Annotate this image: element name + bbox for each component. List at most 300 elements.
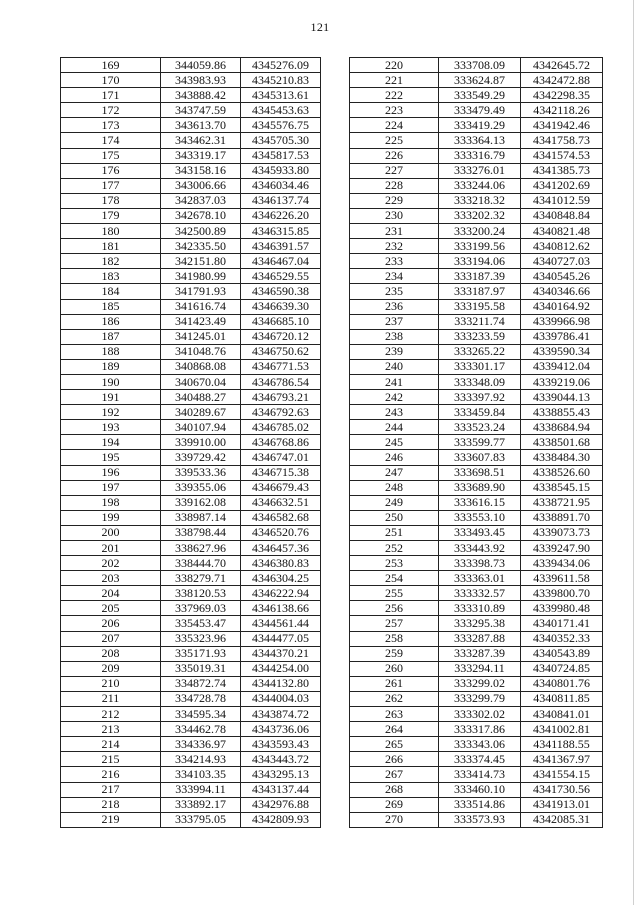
y-coordinate-cell: 4346715.38 bbox=[241, 465, 321, 480]
y-coordinate-cell: 4345817.53 bbox=[241, 148, 321, 163]
point-number-cell: 171 bbox=[61, 88, 161, 103]
point-number-cell: 177 bbox=[61, 178, 161, 193]
y-coordinate-cell: 4341385.73 bbox=[521, 163, 603, 178]
table-row bbox=[350, 767, 603, 782]
table-row bbox=[350, 722, 603, 737]
point-number-cell: 209 bbox=[61, 661, 161, 676]
y-coordinate-cell: 4341202.69 bbox=[521, 178, 603, 193]
y-coordinate-cell: 4346720.12 bbox=[241, 329, 321, 344]
point-number-cell: 183 bbox=[61, 269, 161, 284]
point-number-cell: 206 bbox=[61, 616, 161, 631]
y-coordinate-cell: 4343295.13 bbox=[241, 767, 321, 782]
table-row bbox=[61, 193, 321, 208]
x-coordinate-cell: 342151.80 bbox=[161, 254, 241, 269]
point-number-cell: 178 bbox=[61, 193, 161, 208]
point-number-cell: 213 bbox=[61, 722, 161, 737]
y-coordinate-cell: 4340724.85 bbox=[521, 661, 603, 676]
table-row bbox=[61, 73, 321, 88]
x-coordinate-cell: 333211.74 bbox=[439, 314, 521, 329]
x-coordinate-cell: 340289.67 bbox=[161, 405, 241, 420]
y-coordinate-cell: 4345453.63 bbox=[241, 103, 321, 118]
point-number-cell: 266 bbox=[350, 752, 439, 767]
point-number-cell: 252 bbox=[350, 541, 439, 556]
x-coordinate-cell: 333460.10 bbox=[439, 782, 521, 797]
y-coordinate-cell: 4346747.01 bbox=[241, 450, 321, 465]
y-coordinate-cell: 4341012.59 bbox=[521, 193, 603, 208]
point-number-cell: 215 bbox=[61, 752, 161, 767]
table-row bbox=[61, 691, 321, 706]
y-coordinate-cell: 4346750.62 bbox=[241, 344, 321, 359]
table-row bbox=[61, 299, 321, 314]
table-row bbox=[61, 239, 321, 254]
point-number-cell: 253 bbox=[350, 556, 439, 571]
x-coordinate-cell: 334103.35 bbox=[161, 767, 241, 782]
point-number-cell: 234 bbox=[350, 269, 439, 284]
table-row bbox=[61, 495, 321, 510]
x-coordinate-cell: 333616.15 bbox=[439, 495, 521, 510]
point-number-cell: 259 bbox=[350, 646, 439, 661]
point-number-cell: 227 bbox=[350, 163, 439, 178]
y-coordinate-cell: 4338484.30 bbox=[521, 450, 603, 465]
y-coordinate-cell: 4341942.46 bbox=[521, 118, 603, 133]
point-number-cell: 240 bbox=[350, 359, 439, 374]
x-coordinate-cell: 333194.06 bbox=[439, 254, 521, 269]
x-coordinate-cell: 339533.36 bbox=[161, 465, 241, 480]
x-coordinate-cell: 333364.13 bbox=[439, 133, 521, 148]
x-coordinate-cell: 339162.08 bbox=[161, 495, 241, 510]
x-coordinate-cell: 333244.06 bbox=[439, 178, 521, 193]
y-coordinate-cell: 4346632.51 bbox=[241, 495, 321, 510]
table-row bbox=[350, 118, 603, 133]
table-row bbox=[350, 208, 603, 223]
y-coordinate-cell: 4341188.55 bbox=[521, 737, 603, 752]
point-number-cell: 212 bbox=[61, 707, 161, 722]
table-row bbox=[350, 359, 603, 374]
point-number-cell: 216 bbox=[61, 767, 161, 782]
x-coordinate-cell: 333187.39 bbox=[439, 269, 521, 284]
table-row bbox=[61, 752, 321, 767]
point-number-cell: 250 bbox=[350, 510, 439, 525]
point-number-cell: 180 bbox=[61, 224, 161, 239]
point-number-cell: 197 bbox=[61, 480, 161, 495]
table-row bbox=[350, 510, 603, 525]
point-number-cell: 194 bbox=[61, 435, 161, 450]
table-row bbox=[350, 752, 603, 767]
x-coordinate-cell: 333573.93 bbox=[439, 812, 521, 827]
point-number-cell: 260 bbox=[350, 661, 439, 676]
y-coordinate-cell: 4345576.75 bbox=[241, 118, 321, 133]
y-coordinate-cell: 4339434.06 bbox=[521, 556, 603, 571]
point-number-cell: 214 bbox=[61, 737, 161, 752]
table-row bbox=[61, 480, 321, 495]
table-row bbox=[61, 661, 321, 676]
table-row bbox=[350, 631, 603, 646]
x-coordinate-cell: 333199.56 bbox=[439, 239, 521, 254]
point-number-cell: 236 bbox=[350, 299, 439, 314]
y-coordinate-cell: 4341730.56 bbox=[521, 782, 603, 797]
table-row bbox=[350, 224, 603, 239]
table-row bbox=[350, 601, 603, 616]
table-row bbox=[61, 465, 321, 480]
page-edge-line bbox=[633, 0, 634, 905]
table-row bbox=[61, 707, 321, 722]
y-coordinate-cell: 4340727.03 bbox=[521, 254, 603, 269]
point-number-cell: 237 bbox=[350, 314, 439, 329]
y-coordinate-cell: 4340848.84 bbox=[521, 208, 603, 223]
x-coordinate-cell: 333348.09 bbox=[439, 374, 521, 389]
x-coordinate-cell: 333295.38 bbox=[439, 616, 521, 631]
y-coordinate-cell: 4346639.30 bbox=[241, 299, 321, 314]
x-coordinate-cell: 339729.42 bbox=[161, 450, 241, 465]
x-coordinate-cell: 333419.29 bbox=[439, 118, 521, 133]
table-row bbox=[350, 541, 603, 556]
x-coordinate-cell: 333607.83 bbox=[439, 450, 521, 465]
x-coordinate-cell: 341980.99 bbox=[161, 269, 241, 284]
table-row bbox=[61, 450, 321, 465]
x-coordinate-cell: 333332.57 bbox=[439, 586, 521, 601]
table-row bbox=[61, 646, 321, 661]
x-coordinate-cell: 335171.93 bbox=[161, 646, 241, 661]
x-coordinate-cell: 334595.34 bbox=[161, 707, 241, 722]
x-coordinate-cell: 333795.05 bbox=[161, 812, 241, 827]
table-row bbox=[61, 812, 321, 827]
x-coordinate-cell: 333892.17 bbox=[161, 797, 241, 812]
point-number-cell: 221 bbox=[350, 73, 439, 88]
y-coordinate-cell: 4346222.94 bbox=[241, 586, 321, 601]
point-number-cell: 225 bbox=[350, 133, 439, 148]
y-coordinate-cell: 4343443.72 bbox=[241, 752, 321, 767]
table-row bbox=[61, 556, 321, 571]
point-number-cell: 201 bbox=[61, 541, 161, 556]
y-coordinate-cell: 4340812.62 bbox=[521, 239, 603, 254]
x-coordinate-cell: 341423.49 bbox=[161, 314, 241, 329]
x-coordinate-cell: 333287.88 bbox=[439, 631, 521, 646]
table-row bbox=[350, 556, 603, 571]
table-row bbox=[350, 329, 603, 344]
y-coordinate-cell: 4338526.60 bbox=[521, 465, 603, 480]
point-number-cell: 231 bbox=[350, 224, 439, 239]
y-coordinate-cell: 4346679.43 bbox=[241, 480, 321, 495]
table-row bbox=[61, 284, 321, 299]
table-row bbox=[350, 405, 603, 420]
y-coordinate-cell: 4344370.21 bbox=[241, 646, 321, 661]
y-coordinate-cell: 4346793.21 bbox=[241, 390, 321, 405]
point-number-cell: 238 bbox=[350, 329, 439, 344]
point-number-cell: 217 bbox=[61, 782, 161, 797]
y-coordinate-cell: 4344004.03 bbox=[241, 691, 321, 706]
x-coordinate-cell: 343158.16 bbox=[161, 163, 241, 178]
y-coordinate-cell: 4342118.26 bbox=[521, 103, 603, 118]
y-coordinate-cell: 4346034.46 bbox=[241, 178, 321, 193]
x-coordinate-cell: 333443.92 bbox=[439, 541, 521, 556]
point-number-cell: 255 bbox=[350, 586, 439, 601]
x-coordinate-cell: 333698.51 bbox=[439, 465, 521, 480]
table-row bbox=[350, 73, 603, 88]
table-row bbox=[350, 344, 603, 359]
point-number-cell: 244 bbox=[350, 420, 439, 435]
x-coordinate-cell: 343006.66 bbox=[161, 178, 241, 193]
point-number-cell: 246 bbox=[350, 450, 439, 465]
table-row bbox=[350, 178, 603, 193]
point-number-cell: 187 bbox=[61, 329, 161, 344]
table-row bbox=[61, 208, 321, 223]
point-number-cell: 241 bbox=[350, 374, 439, 389]
point-number-cell: 235 bbox=[350, 284, 439, 299]
x-coordinate-cell: 338279.71 bbox=[161, 571, 241, 586]
table-row bbox=[350, 314, 603, 329]
y-coordinate-cell: 4341554.15 bbox=[521, 767, 603, 782]
table-row bbox=[350, 586, 603, 601]
point-number-cell: 251 bbox=[350, 525, 439, 540]
x-coordinate-cell: 333689.90 bbox=[439, 480, 521, 495]
table-row bbox=[350, 133, 603, 148]
point-number-cell: 195 bbox=[61, 450, 161, 465]
x-coordinate-cell: 335019.31 bbox=[161, 661, 241, 676]
point-number-cell: 226 bbox=[350, 148, 439, 163]
x-coordinate-cell: 333287.39 bbox=[439, 646, 521, 661]
point-number-cell: 184 bbox=[61, 284, 161, 299]
point-number-cell: 258 bbox=[350, 631, 439, 646]
table-row bbox=[350, 284, 603, 299]
y-coordinate-cell: 4342472.88 bbox=[521, 73, 603, 88]
point-number-cell: 222 bbox=[350, 88, 439, 103]
table-row bbox=[61, 676, 321, 691]
x-coordinate-cell: 333343.06 bbox=[439, 737, 521, 752]
y-coordinate-cell: 4340801.76 bbox=[521, 676, 603, 691]
table-row bbox=[350, 103, 603, 118]
y-coordinate-cell: 4342976.88 bbox=[241, 797, 321, 812]
point-number-cell: 247 bbox=[350, 465, 439, 480]
point-number-cell: 232 bbox=[350, 239, 439, 254]
x-coordinate-cell: 343613.70 bbox=[161, 118, 241, 133]
x-coordinate-cell: 342678.10 bbox=[161, 208, 241, 223]
table-row bbox=[61, 586, 321, 601]
y-coordinate-cell: 4346685.10 bbox=[241, 314, 321, 329]
y-coordinate-cell: 4344132.80 bbox=[241, 676, 321, 691]
table-row bbox=[61, 722, 321, 737]
table-row bbox=[350, 480, 603, 495]
y-coordinate-cell: 4346137.74 bbox=[241, 193, 321, 208]
table-row bbox=[350, 148, 603, 163]
y-coordinate-cell: 4343593.43 bbox=[241, 737, 321, 752]
x-coordinate-cell: 333316.79 bbox=[439, 148, 521, 163]
point-number-cell: 249 bbox=[350, 495, 439, 510]
point-number-cell: 170 bbox=[61, 73, 161, 88]
x-coordinate-cell: 334462.78 bbox=[161, 722, 241, 737]
table-row bbox=[61, 224, 321, 239]
x-coordinate-cell: 333708.09 bbox=[439, 58, 521, 73]
y-coordinate-cell: 4341002.81 bbox=[521, 722, 603, 737]
x-coordinate-cell: 343983.93 bbox=[161, 73, 241, 88]
coordinates-table-left bbox=[60, 57, 321, 828]
coordinates-table-right bbox=[349, 57, 603, 828]
y-coordinate-cell: 4339980.48 bbox=[521, 601, 603, 616]
x-coordinate-cell: 338987.14 bbox=[161, 510, 241, 525]
point-number-cell: 192 bbox=[61, 405, 161, 420]
x-coordinate-cell: 335323.96 bbox=[161, 631, 241, 646]
table-row bbox=[350, 269, 603, 284]
y-coordinate-cell: 4346391.57 bbox=[241, 239, 321, 254]
table-row bbox=[61, 782, 321, 797]
x-coordinate-cell: 343319.17 bbox=[161, 148, 241, 163]
point-number-cell: 205 bbox=[61, 601, 161, 616]
table-row bbox=[350, 390, 603, 405]
x-coordinate-cell: 343462.31 bbox=[161, 133, 241, 148]
table-row bbox=[61, 359, 321, 374]
point-number-cell: 228 bbox=[350, 178, 439, 193]
point-number-cell: 267 bbox=[350, 767, 439, 782]
y-coordinate-cell: 4346315.85 bbox=[241, 224, 321, 239]
x-coordinate-cell: 339355.06 bbox=[161, 480, 241, 495]
y-coordinate-cell: 4346138.66 bbox=[241, 601, 321, 616]
table-row bbox=[350, 525, 603, 540]
point-number-cell: 207 bbox=[61, 631, 161, 646]
y-coordinate-cell: 4339412.04 bbox=[521, 359, 603, 374]
table-row bbox=[350, 616, 603, 631]
y-coordinate-cell: 4338545.15 bbox=[521, 480, 603, 495]
point-number-cell: 186 bbox=[61, 314, 161, 329]
y-coordinate-cell: 4340171.41 bbox=[521, 616, 603, 631]
point-number-cell: 211 bbox=[61, 691, 161, 706]
table-row bbox=[61, 88, 321, 103]
y-coordinate-cell: 4342298.35 bbox=[521, 88, 603, 103]
table-row bbox=[61, 737, 321, 752]
y-coordinate-cell: 4345933.80 bbox=[241, 163, 321, 178]
table-row bbox=[350, 420, 603, 435]
point-number-cell: 191 bbox=[61, 390, 161, 405]
y-coordinate-cell: 4339800.70 bbox=[521, 586, 603, 601]
y-coordinate-cell: 4343874.72 bbox=[241, 707, 321, 722]
table-row bbox=[61, 631, 321, 646]
table-row bbox=[61, 767, 321, 782]
point-number-cell: 182 bbox=[61, 254, 161, 269]
y-coordinate-cell: 4338684.94 bbox=[521, 420, 603, 435]
point-number-cell: 190 bbox=[61, 374, 161, 389]
x-coordinate-cell: 341048.76 bbox=[161, 344, 241, 359]
point-number-cell: 203 bbox=[61, 571, 161, 586]
table-row bbox=[350, 676, 603, 691]
y-coordinate-cell: 4339044.13 bbox=[521, 390, 603, 405]
table-row bbox=[61, 163, 321, 178]
point-number-cell: 257 bbox=[350, 616, 439, 631]
point-number-cell: 218 bbox=[61, 797, 161, 812]
point-number-cell: 229 bbox=[350, 193, 439, 208]
table-row bbox=[61, 269, 321, 284]
y-coordinate-cell: 4341913.01 bbox=[521, 797, 603, 812]
point-number-cell: 208 bbox=[61, 646, 161, 661]
x-coordinate-cell: 333317.86 bbox=[439, 722, 521, 737]
x-coordinate-cell: 334336.97 bbox=[161, 737, 241, 752]
x-coordinate-cell: 334214.93 bbox=[161, 752, 241, 767]
x-coordinate-cell: 333218.32 bbox=[439, 193, 521, 208]
x-coordinate-cell: 340107.94 bbox=[161, 420, 241, 435]
y-coordinate-cell: 4341758.73 bbox=[521, 133, 603, 148]
point-number-cell: 233 bbox=[350, 254, 439, 269]
y-coordinate-cell: 4340352.33 bbox=[521, 631, 603, 646]
y-coordinate-cell: 4345313.61 bbox=[241, 88, 321, 103]
coordinates-table-right-body bbox=[350, 58, 603, 828]
x-coordinate-cell: 333374.45 bbox=[439, 752, 521, 767]
point-number-cell: 193 bbox=[61, 420, 161, 435]
y-coordinate-cell: 4341367.97 bbox=[521, 752, 603, 767]
x-coordinate-cell: 333301.17 bbox=[439, 359, 521, 374]
point-number-cell: 169 bbox=[61, 58, 161, 73]
x-coordinate-cell: 344059.86 bbox=[161, 58, 241, 73]
point-number-cell: 223 bbox=[350, 103, 439, 118]
x-coordinate-cell: 333994.11 bbox=[161, 782, 241, 797]
x-coordinate-cell: 333299.02 bbox=[439, 676, 521, 691]
point-number-cell: 270 bbox=[350, 812, 439, 827]
x-coordinate-cell: 333398.73 bbox=[439, 556, 521, 571]
point-number-cell: 189 bbox=[61, 359, 161, 374]
y-coordinate-cell: 4346786.54 bbox=[241, 374, 321, 389]
table-row bbox=[61, 58, 321, 73]
point-number-cell: 239 bbox=[350, 344, 439, 359]
y-coordinate-cell: 4340841.01 bbox=[521, 707, 603, 722]
table-row bbox=[61, 178, 321, 193]
y-coordinate-cell: 4346590.38 bbox=[241, 284, 321, 299]
y-coordinate-cell: 4340821.48 bbox=[521, 224, 603, 239]
x-coordinate-cell: 339910.00 bbox=[161, 435, 241, 450]
x-coordinate-cell: 333195.58 bbox=[439, 299, 521, 314]
point-number-cell: 198 bbox=[61, 495, 161, 510]
point-number-cell: 262 bbox=[350, 691, 439, 706]
point-number-cell: 263 bbox=[350, 707, 439, 722]
table-row bbox=[61, 616, 321, 631]
point-number-cell: 230 bbox=[350, 208, 439, 223]
x-coordinate-cell: 338444.70 bbox=[161, 556, 241, 571]
point-number-cell: 199 bbox=[61, 510, 161, 525]
point-number-cell: 248 bbox=[350, 480, 439, 495]
y-coordinate-cell: 4338855.43 bbox=[521, 405, 603, 420]
x-coordinate-cell: 333302.02 bbox=[439, 707, 521, 722]
point-number-cell: 172 bbox=[61, 103, 161, 118]
x-coordinate-cell: 333202.32 bbox=[439, 208, 521, 223]
page-number: 121 bbox=[310, 20, 330, 34]
point-number-cell: 188 bbox=[61, 344, 161, 359]
y-coordinate-cell: 4346768.86 bbox=[241, 435, 321, 450]
point-number-cell: 175 bbox=[61, 148, 161, 163]
point-number-cell: 243 bbox=[350, 405, 439, 420]
x-coordinate-cell: 333523.24 bbox=[439, 420, 521, 435]
table-row bbox=[350, 88, 603, 103]
table-row bbox=[350, 163, 603, 178]
point-number-cell: 256 bbox=[350, 601, 439, 616]
y-coordinate-cell: 4341574.53 bbox=[521, 148, 603, 163]
table-row bbox=[61, 390, 321, 405]
point-number-cell: 200 bbox=[61, 525, 161, 540]
table-row bbox=[350, 737, 603, 752]
point-number-cell: 261 bbox=[350, 676, 439, 691]
table-row bbox=[61, 420, 321, 435]
point-number-cell: 176 bbox=[61, 163, 161, 178]
point-number-cell: 202 bbox=[61, 556, 161, 571]
point-number-cell: 224 bbox=[350, 118, 439, 133]
x-coordinate-cell: 333493.45 bbox=[439, 525, 521, 540]
table-row bbox=[350, 193, 603, 208]
y-coordinate-cell: 4342085.31 bbox=[521, 812, 603, 827]
x-coordinate-cell: 333299.79 bbox=[439, 691, 521, 706]
x-coordinate-cell: 335453.47 bbox=[161, 616, 241, 631]
x-coordinate-cell: 334728.78 bbox=[161, 691, 241, 706]
x-coordinate-cell: 342500.89 bbox=[161, 224, 241, 239]
table-row bbox=[61, 525, 321, 540]
table-row bbox=[61, 405, 321, 420]
y-coordinate-cell: 4346380.83 bbox=[241, 556, 321, 571]
x-coordinate-cell: 343888.42 bbox=[161, 88, 241, 103]
table-row bbox=[350, 646, 603, 661]
table-row bbox=[350, 58, 603, 73]
